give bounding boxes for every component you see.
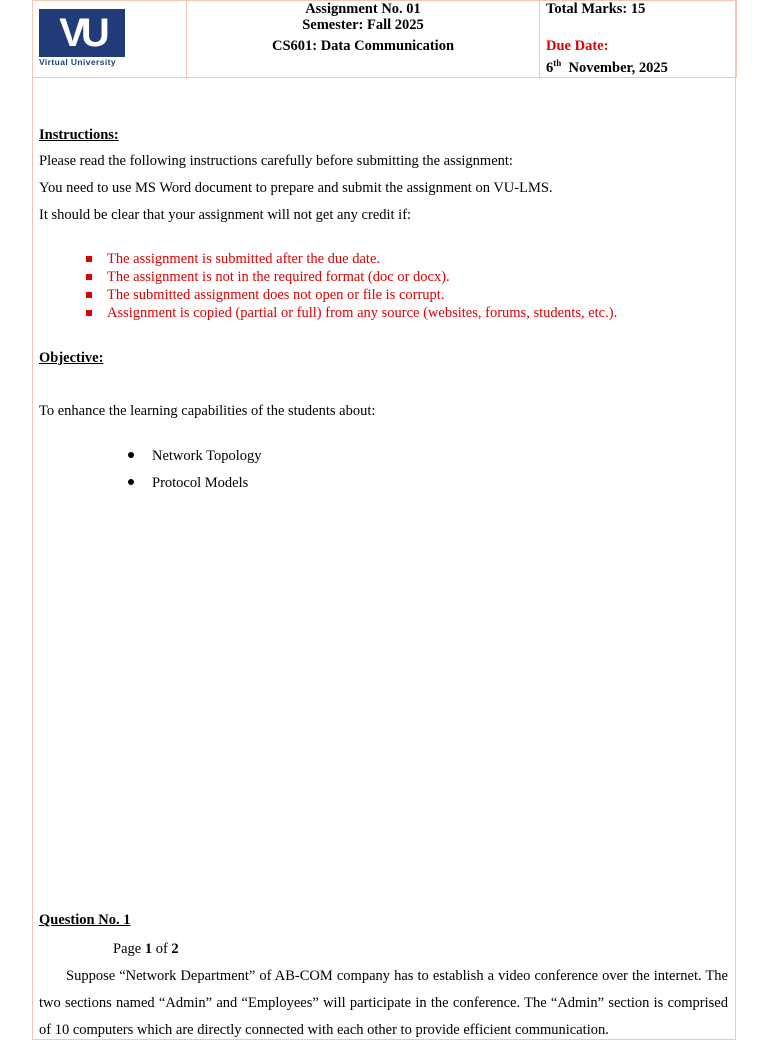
page-label: Page <box>113 941 142 957</box>
objective-list <box>127 446 261 500</box>
square-bullet-icon <box>86 274 92 280</box>
instruction-line: You need to use MS Word document to prepare and submit the assignment on VU-LMS. <box>39 180 553 196</box>
due-date-value <box>546 55 736 77</box>
list-item <box>86 250 617 268</box>
no-credit-conditions-list <box>86 250 617 322</box>
instruction-line: Please read the following instructions carefully before submitting the assignment: <box>39 153 513 169</box>
round-bullet-icon <box>128 479 134 485</box>
condition-text: The assignment is submitted after the due date. <box>107 251 381 267</box>
instructions-heading: Instructions: <box>39 127 119 143</box>
objective-intro: To enhance the learning capabilities of the students about: <box>39 403 376 419</box>
list-item <box>127 446 261 473</box>
logo-cell <box>33 1 187 78</box>
objective-item-text: Network Topology <box>152 448 262 464</box>
condition-text: The submitted assignment does not open or file is corrupt. <box>107 287 445 303</box>
semester-label: Semester: Fall 2025 <box>302 17 424 33</box>
square-bullet-icon <box>86 310 92 316</box>
due-date-label: Due Date: <box>546 38 609 54</box>
vu-logo-caption: Virtual University <box>39 57 116 67</box>
header-table <box>32 0 737 78</box>
round-bullet-icon <box>128 452 134 458</box>
question-text: Suppose “Network Department” of AB-COM company has to establish a video conference over the internet. The two sections named “Admin” and “Employees” will participate in the conference. The “Admin” section is comprised of 10 computers which are directly connected with each other to provide efficient communication. <box>39 968 728 1038</box>
page-of: of <box>155 941 168 957</box>
objective-heading: Objective: <box>39 350 104 366</box>
due-day: 6 <box>546 59 554 76</box>
due-month-year: November, 2025 <box>568 59 668 76</box>
course-label: CS601: Data Communication <box>271 38 455 54</box>
condition-text: Assignment is copied (partial or full) from any source (websites, forums, students, etc.). <box>107 305 618 321</box>
assignment-title: Assignment No. 01 <box>305 1 421 17</box>
page-current: 1 <box>144 941 153 957</box>
square-bullet-icon <box>86 256 92 262</box>
vu-logo-mark: VU <box>39 9 125 57</box>
due-day-suffix: th <box>553 58 562 68</box>
title-cell <box>187 1 540 78</box>
list-item <box>86 286 617 304</box>
instruction-line: It should be clear that your assignment will not get any credit if: <box>39 207 412 223</box>
square-bullet-icon <box>86 292 92 298</box>
vu-logo <box>39 9 126 67</box>
condition-text: The assignment is not in the required format (doc or docx). <box>107 269 450 285</box>
list-item <box>127 473 261 500</box>
page-total: 2 <box>171 941 179 957</box>
total-marks: Total Marks: 15 <box>546 1 646 17</box>
list-item <box>86 304 617 322</box>
objective-item-text: Protocol Models <box>152 475 249 491</box>
question-heading: Question No. 1 <box>39 912 131 928</box>
page-number <box>113 941 179 958</box>
marks-cell <box>540 1 737 78</box>
list-item <box>86 268 617 286</box>
